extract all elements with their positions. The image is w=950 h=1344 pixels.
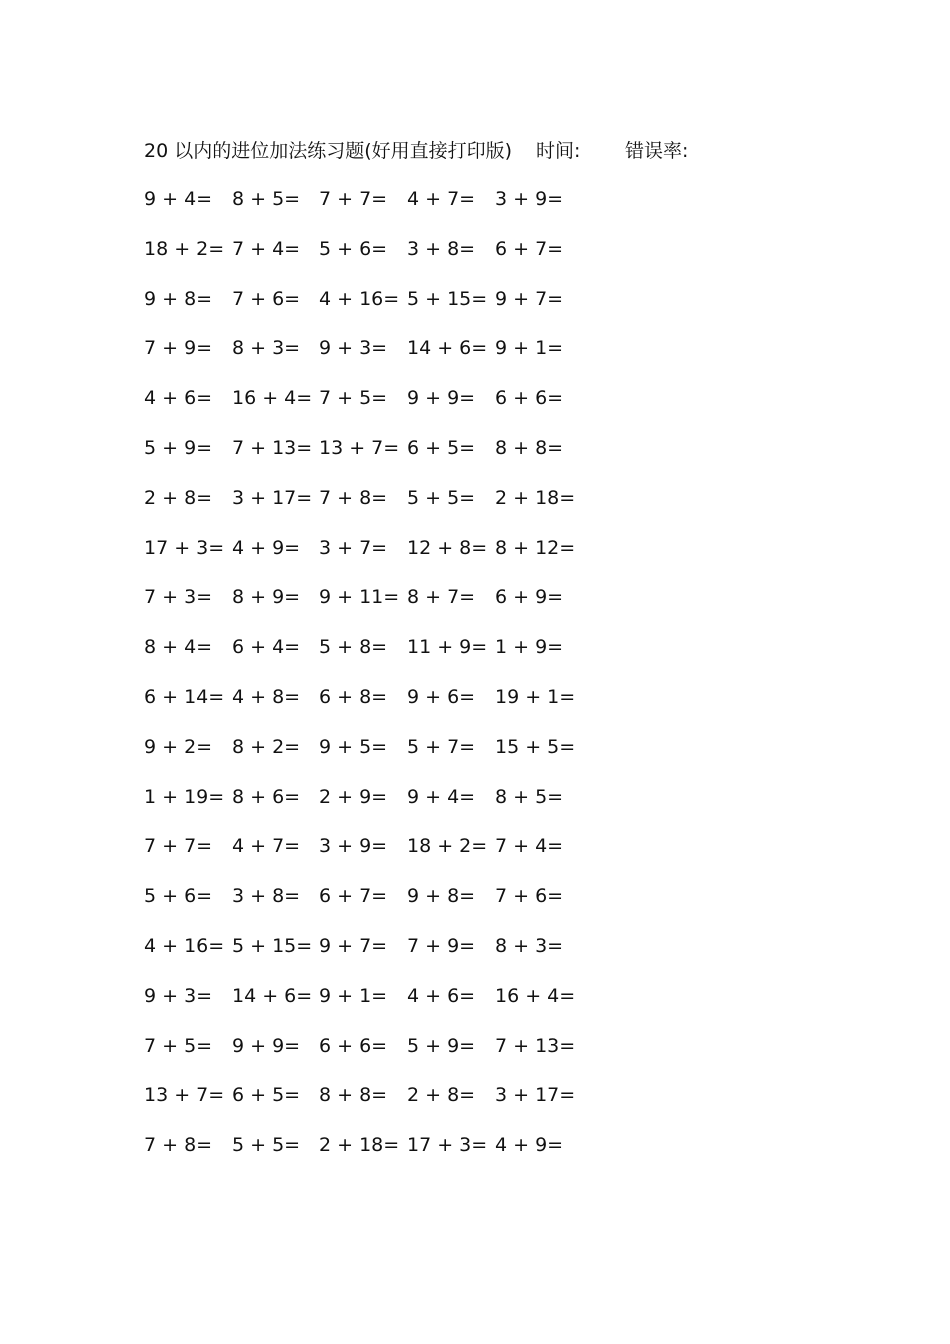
problem-row <box>144 1080 604 1130</box>
problem: 8 + 4= <box>144 636 213 659</box>
problem: 17 + 3= <box>144 536 225 559</box>
problem-row <box>144 483 604 533</box>
problem: 3 + 17= <box>495 1084 576 1107</box>
problem: 9 + 4= <box>144 188 213 210</box>
problem: 2 + 9= <box>319 785 388 808</box>
problem: 8 + 8= <box>319 1084 388 1107</box>
problem: 5 + 15= <box>232 934 313 957</box>
problem: 2 + 8= <box>144 486 213 509</box>
problem: 1 + 19= <box>144 785 225 808</box>
problem: 12 + 8= <box>407 536 488 559</box>
problem: 3 + 17= <box>232 486 313 509</box>
problem: 16 + 4= <box>232 387 313 410</box>
problem: 5 + 5= <box>407 486 476 509</box>
problem: 4 + 9= <box>232 536 301 559</box>
problem: 18 + 2= <box>144 237 225 260</box>
problem: 8 + 2= <box>232 735 301 758</box>
problem: 2 + 18= <box>319 1134 400 1157</box>
problem: 8 + 8= <box>495 436 564 459</box>
problem-row <box>144 1130 604 1180</box>
problem-row <box>144 831 604 881</box>
problem: 9 + 8= <box>407 885 476 908</box>
problem: 2 + 8= <box>407 1084 476 1107</box>
problem: 5 + 5= <box>232 1134 301 1157</box>
problem-row <box>144 284 604 334</box>
problem: 7 + 9= <box>144 337 213 360</box>
problem-row <box>144 931 604 981</box>
problem: 9 + 6= <box>407 685 476 708</box>
problem: 7 + 5= <box>144 1034 213 1057</box>
problem-row <box>144 234 604 284</box>
problem: 9 + 8= <box>144 287 213 310</box>
problem: 8 + 6= <box>232 785 301 808</box>
problem-row <box>144 184 604 234</box>
problem: 13 + 7= <box>144 1084 225 1107</box>
problem: 6 + 7= <box>319 885 388 908</box>
problem-row <box>144 981 604 1031</box>
problem: 1 + 9= <box>495 636 564 659</box>
problem: 3 + 8= <box>407 237 476 260</box>
problem: 4 + 8= <box>232 685 301 708</box>
problem: 7 + 6= <box>232 287 301 310</box>
problem: 9 + 7= <box>319 934 388 957</box>
problem: 14 + 6= <box>407 337 488 360</box>
problem: 8 + 12= <box>495 536 576 559</box>
problem: 3 + 8= <box>232 885 301 908</box>
worksheet-header <box>144 136 844 166</box>
problem: 5 + 15= <box>407 287 488 310</box>
problem-row <box>144 881 604 931</box>
problem: 3 + 9= <box>319 835 388 858</box>
problem: 6 + 6= <box>495 387 564 410</box>
problem: 9 + 7= <box>495 287 564 310</box>
problem-row <box>144 782 604 832</box>
problem: 6 + 5= <box>407 436 476 459</box>
problem: 6 + 14= <box>144 685 225 708</box>
problem-row <box>144 582 604 632</box>
problem: 8 + 9= <box>232 586 301 609</box>
problem: 3 + 7= <box>319 536 388 559</box>
problem: 19 + 1= <box>495 685 576 708</box>
error-rate-label: 错误率: <box>625 140 689 162</box>
problem: 4 + 16= <box>144 934 225 957</box>
problem: 7 + 3= <box>144 586 213 609</box>
problem: 16 + 4= <box>495 984 576 1007</box>
problem: 7 + 8= <box>144 1134 213 1157</box>
problem: 5 + 7= <box>407 735 476 758</box>
problem: 4 + 7= <box>232 835 301 858</box>
time-label: 时间: <box>536 140 581 162</box>
problem: 2 + 18= <box>495 486 576 509</box>
problem-row <box>144 433 604 483</box>
problem-grid <box>144 184 604 1180</box>
problem: 9 + 9= <box>407 387 476 410</box>
problem: 5 + 6= <box>144 885 213 908</box>
problem-row <box>144 732 604 782</box>
problem: 8 + 3= <box>232 337 301 360</box>
problem: 6 + 8= <box>319 685 388 708</box>
problem-row <box>144 533 604 583</box>
problem-row <box>144 333 604 383</box>
problem: 9 + 3= <box>144 984 213 1007</box>
problem: 8 + 3= <box>495 934 564 957</box>
problem: 6 + 6= <box>319 1034 388 1057</box>
problem-row <box>144 632 604 682</box>
problem: 9 + 11= <box>319 586 400 609</box>
problem: 4 + 6= <box>144 387 213 410</box>
problem: 9 + 9= <box>232 1034 301 1057</box>
problem: 7 + 8= <box>319 486 388 509</box>
problem: 7 + 4= <box>495 835 564 858</box>
problem: 6 + 5= <box>232 1084 301 1107</box>
problem: 9 + 5= <box>319 735 388 758</box>
problem: 9 + 1= <box>495 337 564 360</box>
problem: 4 + 9= <box>495 1134 564 1157</box>
problem: 7 + 5= <box>319 387 388 410</box>
problem-row <box>144 1031 604 1081</box>
problem: 6 + 4= <box>232 636 301 659</box>
problem: 7 + 6= <box>495 885 564 908</box>
problem: 8 + 7= <box>407 586 476 609</box>
problem: 5 + 9= <box>144 436 213 459</box>
problem: 13 + 7= <box>319 436 400 459</box>
problem: 5 + 8= <box>319 636 388 659</box>
problem: 8 + 5= <box>495 785 564 808</box>
problem: 5 + 6= <box>319 237 388 260</box>
problem: 3 + 9= <box>495 188 564 210</box>
worksheet-title: 20 以内的进位加法练习题(好用直接打印版) <box>144 140 513 162</box>
problem: 17 + 3= <box>407 1134 488 1157</box>
problem: 4 + 16= <box>319 287 400 310</box>
problem: 7 + 13= <box>495 1034 576 1057</box>
problem: 9 + 2= <box>144 735 213 758</box>
problem: 5 + 9= <box>407 1034 476 1057</box>
problem: 9 + 3= <box>319 337 388 360</box>
problem: 8 + 5= <box>232 188 301 210</box>
problem-row <box>144 682 604 732</box>
problem: 4 + 6= <box>407 984 476 1007</box>
problem: 7 + 7= <box>319 188 388 210</box>
problem: 4 + 7= <box>407 188 476 210</box>
problem: 9 + 4= <box>407 785 476 808</box>
problem: 14 + 6= <box>232 984 313 1007</box>
problem: 7 + 9= <box>407 934 476 957</box>
problem: 6 + 9= <box>495 586 564 609</box>
problem: 7 + 4= <box>232 237 301 260</box>
problem: 11 + 9= <box>407 636 488 659</box>
problem: 7 + 7= <box>144 835 213 858</box>
problem: 7 + 13= <box>232 436 313 459</box>
problem-row <box>144 383 604 433</box>
problem: 9 + 1= <box>319 984 388 1007</box>
problem: 15 + 5= <box>495 735 576 758</box>
problem: 18 + 2= <box>407 835 488 858</box>
problem: 6 + 7= <box>495 237 564 260</box>
